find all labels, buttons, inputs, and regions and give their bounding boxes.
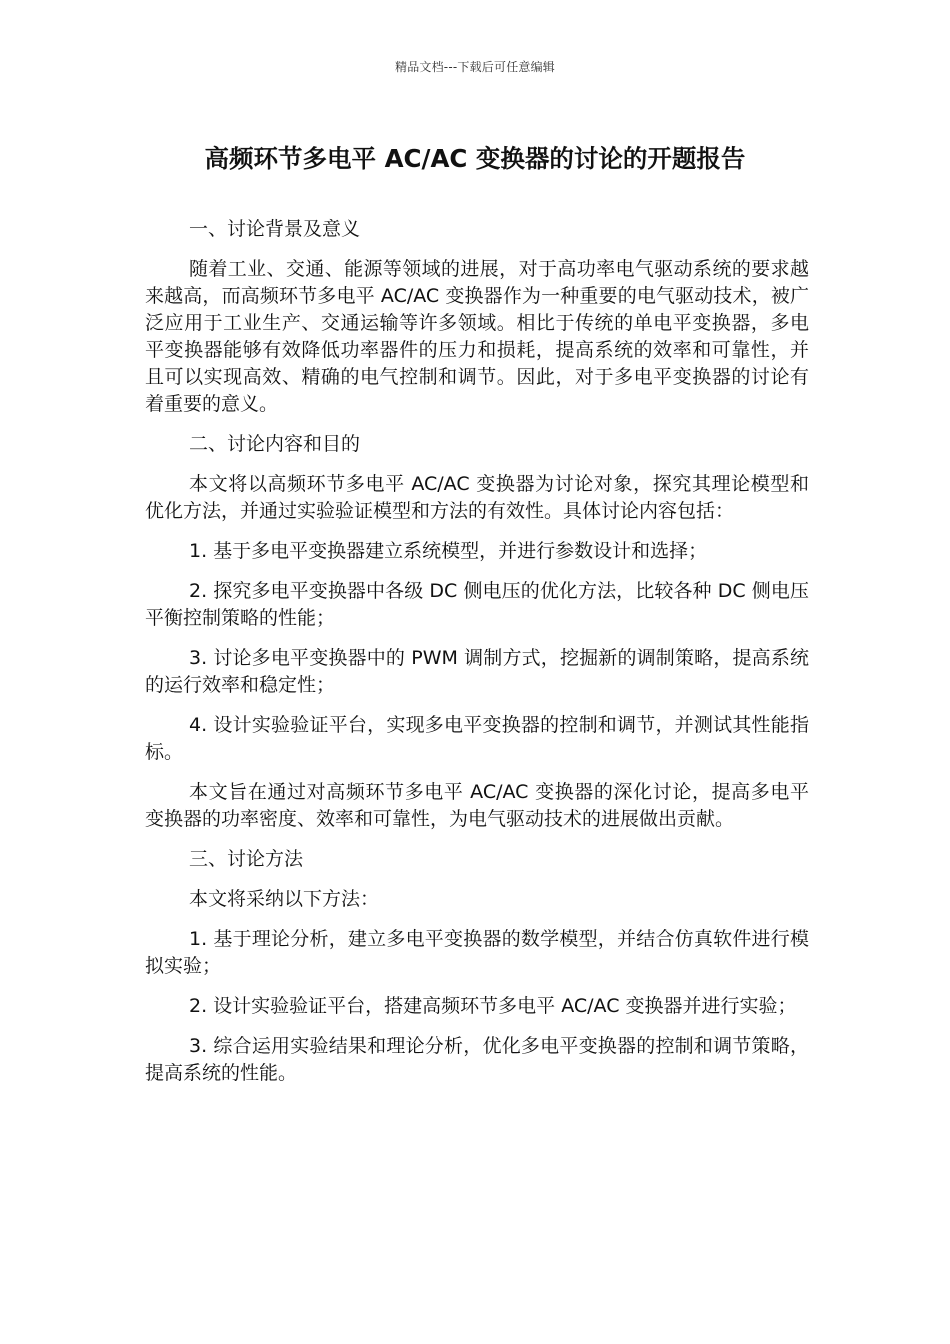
method-list-item: 2. 设计实验验证平台，搭建高频环节多电平 AC/AC 变换器并进行实验； <box>189 995 797 1017</box>
background-paragraph: 随着工业、交通、能源等领域的进展，对于高功率电气驱动系统的要求越来越高，而高频环节多电平 AC/AC 变换器作为一种重要的电气驱动技术，被广泛应用于工业生产、交通运输等许多领域。相比于传统的单电平变换器，多电平变换器能够有效降低功率器件的压力和损耗，提高系统的效率和可靠性，并且可以实现高效、精确的电气控制和调节。因此，对于多电平变换器的讨论有着重要的意义。 <box>145 258 809 415</box>
method-list-item: 1. 基于理论分析，建立多电平变换器的数学模型，并结合仿真软件进行模拟实验； <box>145 928 809 977</box>
content-list-item: 2. 探究多电平变换器中各级 DC 侧电压的优化方法，比较各种 DC 侧电压平衡控制策略的性能； <box>145 580 809 629</box>
content-list-item: 4. 设计实验验证平台，实现多电平变换器的控制和调节，并测试其性能指标。 <box>145 714 809 763</box>
document-title: 高频环节多电平 AC/AC 变换器的讨论的开题报告 <box>204 144 746 173</box>
section-heading-content: 二、讨论内容和目的 <box>189 433 361 455</box>
content-list-item: 1. 基于多电平变换器建立系统模型，并进行参数设计和选择； <box>189 540 708 562</box>
section-heading-background: 一、讨论背景及意义 <box>189 218 361 240</box>
content-list-item: 3. 讨论多电平变换器中的 PWM 调制方式，挖掘新的调制策略，提高系统的运行效率和稳定性； <box>145 647 809 696</box>
content-intro-paragraph: 本文将以高频环节多电平 AC/AC 变换器为讨论对象，探究其理论模型和优化方法，并通过实验验证模型和方法的有效性。具体讨论内容包括： <box>145 473 809 522</box>
content-conclusion-paragraph: 本文旨在通过对高频环节多电平 AC/AC 变换器的深化讨论，提高多电平变换器的功率密度、效率和可靠性，为电气驱动技术的进展做出贡献。 <box>145 781 809 830</box>
method-list-item: 3. 综合运用实验结果和理论分析，优化多电平变换器的控制和调节策略，提高系统的性能。 <box>145 1035 809 1084</box>
section-heading-method: 三、讨论方法 <box>189 848 304 870</box>
method-intro-paragraph: 本文将采纳以下方法： <box>189 888 380 910</box>
header-note: 精品文档---下载后可任意编辑 <box>395 60 555 74</box>
document-body <box>145 216 809 1100</box>
